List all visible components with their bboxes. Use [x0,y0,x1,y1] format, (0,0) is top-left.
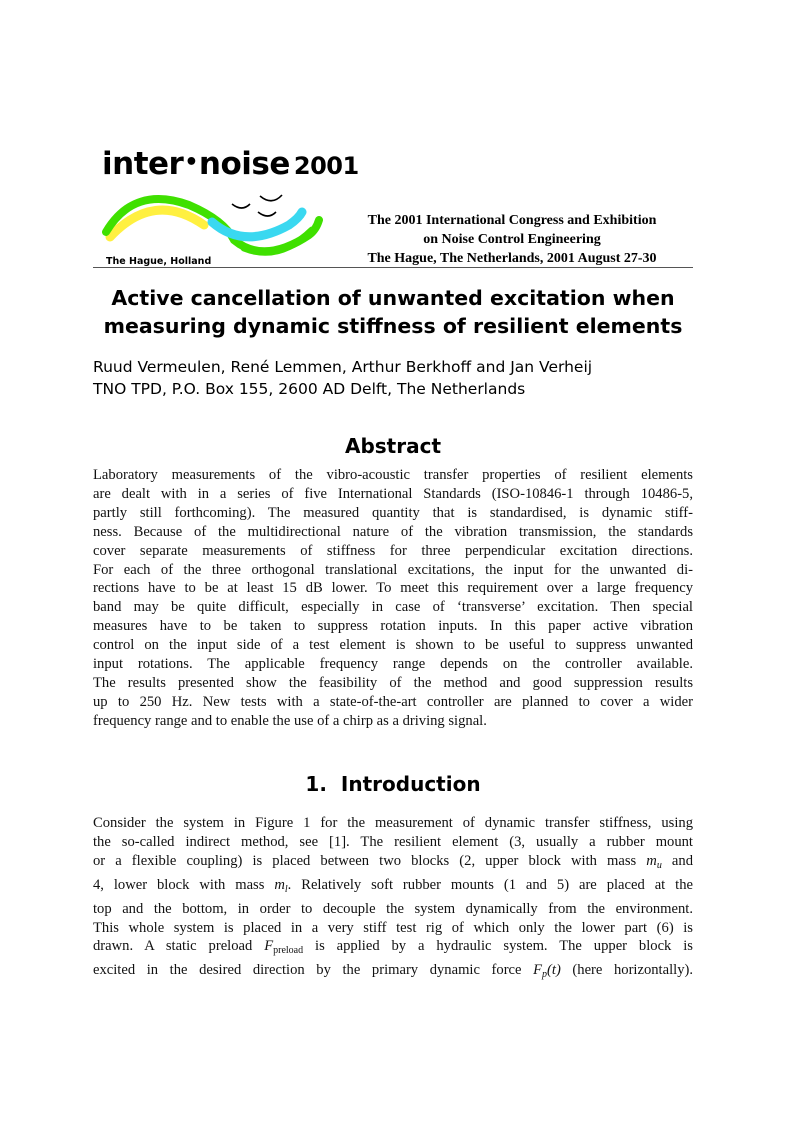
intro-line: the so-called indirect method, see [1]. The resilient element (3, usually a rubber mount [93,833,693,850]
intro-line: top and the bottom, in order to decouple the system dynamically from the environment. [93,900,693,917]
title-line: measuring dynamic stiffness of resilient elements [103,314,683,338]
section-title: Introduction [340,772,481,796]
abstract-line: are dealt with in a series of five International Standards (ISO-10846-1 through 10486-5, [93,485,693,502]
text-run: or a flexible coupling) is placed between two blocks (2, upper block with mass [93,852,647,869]
abstract-line: The results presented show the feasibility of the method and good suppression results [93,674,693,691]
intro-line [93,961,693,985]
math-symbol: F [533,962,543,979]
math-subscript: l [284,883,288,895]
abstract-heading: Abstract [344,434,442,458]
conference-line: on Noise Control Engineering [423,232,601,247]
intro-line: This whole system is placed in a very stiff test rig of which only the lower part (6) is [93,919,693,936]
introduction-text [93,814,693,985]
section-heading-introduction [93,772,693,796]
abstract-line: band may be quite difficult, especially in case of ‘transverse’ excitation. Then special [93,599,693,616]
text-run: is applied by a hydraulic system. The upper block is [303,938,693,955]
math-subscript: u [656,859,662,871]
text-run: drawn. A static preload [93,938,265,955]
math-symbol: F [264,938,274,955]
logo-title [102,146,359,182]
logo-word-inter: inter [102,146,184,182]
intro-line [93,876,693,900]
text-run: and [661,852,693,869]
conference-line: The 2001 International Congress and Exhibition [367,213,657,228]
header-divider [93,267,693,268]
title-line: Active cancellation of unwanted excitation when [111,286,675,310]
conference-header [336,211,688,268]
intro-line: Consider the system in Figure 1 for the measurement of dynamic transfer stiffness, using [93,815,693,831]
abstract-line: rections have to be at least 15 dB lower. To meet this requirement over a large frequency [93,580,693,597]
abstract-line: Laboratory measurements of the vibro-acoustic transfer properties of resilient elements [93,467,693,483]
paper-title [93,284,693,340]
logo-word-noise: noise [198,146,290,182]
abstract-line: input rotations. The applicable frequency range depends on the controller available. [93,656,693,673]
section-number: 1. [305,772,327,796]
smile-mark-icon [260,195,282,201]
author-block [93,356,713,400]
logo-dot: • [184,150,198,175]
text-run: excited in the desired direction by the primary dynamic force [93,962,534,979]
math-subscript: p [542,969,548,981]
affiliation: TNO TPD, P.O. Box 155, 2600 AD Delft, The Netherlands [93,380,526,398]
math-symbol: m [646,852,657,869]
abstract-line: measures have to be taken to suppress rotation inputs. In this paper active vibration [93,618,693,635]
math-subscript: preload [273,945,304,957]
abstract-line: cover separate measurements of stiffness for three perpendicular excitation directions. [93,542,693,559]
math-argument: (t) [547,962,561,979]
text-run: 4, lower block with mass [93,876,275,893]
abstract-line: For each of the three orthogonal translational excitations, the input for the unwanted di- [93,561,693,578]
math-symbol: m [274,876,285,893]
abstract-line: up to 250 Hz. New tests with a state-of-the-art controller are planned to cover a wider [93,693,693,710]
intro-line [93,852,693,876]
wave-smile-logo-icon [94,180,334,260]
smile-mark-icon [232,204,250,208]
text-run: (here horizontally). [560,962,693,979]
conference-logo [94,140,359,270]
abstract-line: partly still forthcoming). The measured quantity that is standardised, is dynamic stiff- [93,504,693,521]
text-run: . Relatively soft rubber mounts (1 and 5) are placed at the [287,876,693,893]
authors: Ruud Vermeulen, René Lemmen, Arthur Berkhoff and Jan Verheij [93,358,593,376]
logo-location: The Hague, Holland [106,256,212,267]
abstract-line: control on the input side of a test element is shown to be useful to suppress unwanted [93,637,693,654]
smile-mark-icon [258,212,276,216]
intro-line [93,937,693,961]
abstract-line: ness. Because of the multidirectional nature of the vibration transmission, the standards [93,523,693,540]
conference-date-line: The Hague, The Netherlands, 2001 August 27-30 [367,251,657,266]
abstract-line: frequency range and to enable the use of a chirp as a driving signal. [93,712,487,729]
logo-year: 2001 [293,152,359,180]
abstract-text [93,466,693,731]
